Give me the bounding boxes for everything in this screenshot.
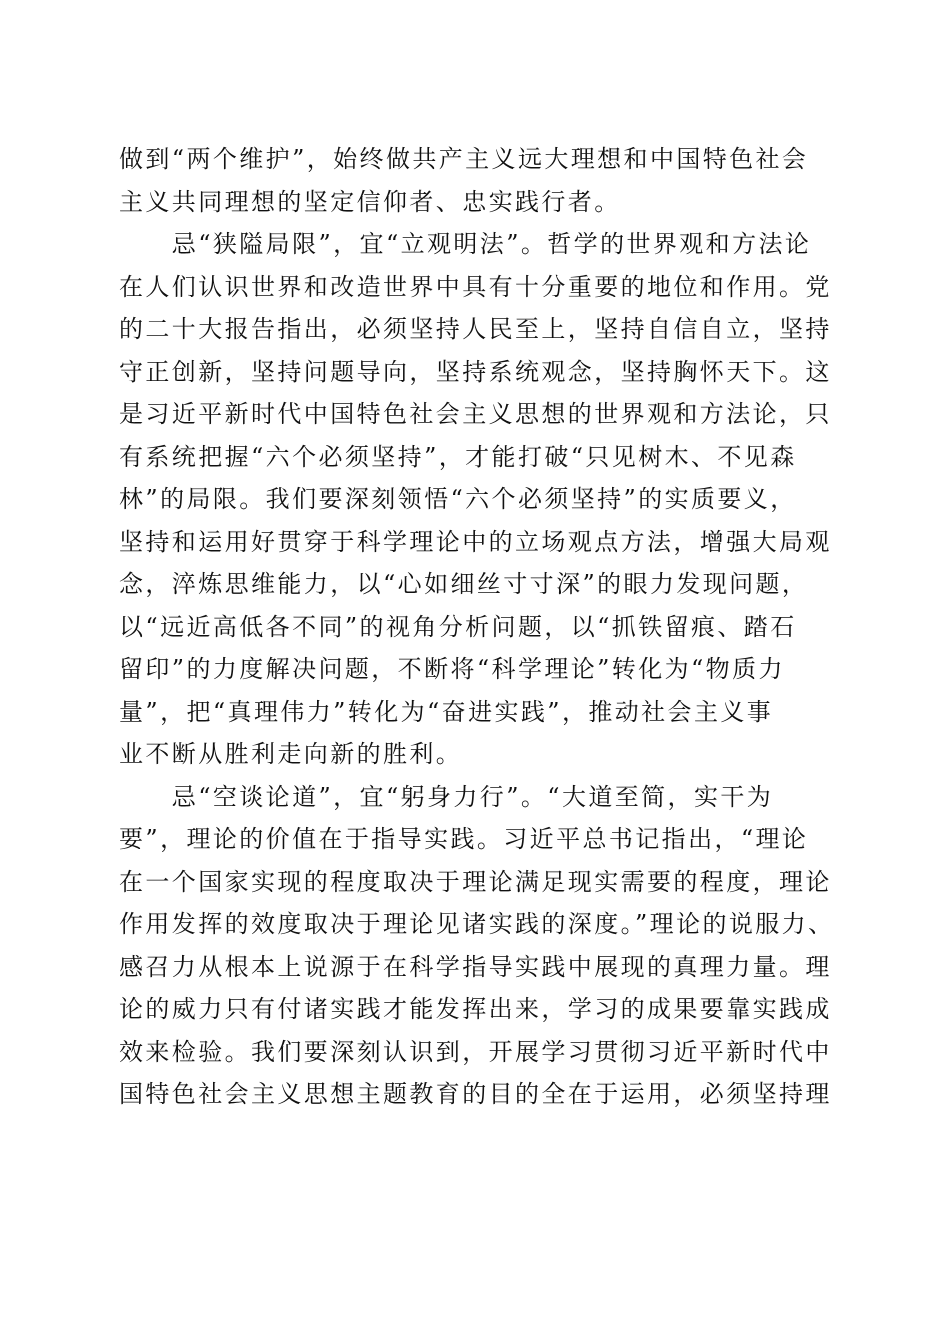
text-line: 忌“狭隘局限”，宜“立观明法”。哲学的世界观和方法论 [119,230,812,258]
text-line: 守正创新，坚持问题导向，坚持系统观念，坚持胸怀天下。这 [119,357,832,386]
text-line: 作用发挥的效度取决于理论见诸实践的深度。”理论的说服力、 [119,910,835,938]
text-line: 林”的局限。我们要深刻领悟“六个必须坚持”的实质要义， [119,485,797,513]
text-line: 在一个国家实现的程度取决于理论满足现实需要的程度，理论 [119,867,832,896]
text-line: 坚持和运用好贯穿于科学理论中的立场观点方法，增强大局观 [119,527,832,556]
text-line: 感召力从根本上说源于在科学指导实践中展现的真理力量。理 [119,952,832,981]
text-line: 念，淬炼思维能力，以“心如细丝寸寸深”的眼力发现问题， [119,570,809,598]
text-line: 量”，把“真理伟力”转化为“奋进实践”，推动社会主义事 [119,697,774,726]
text-line: 是习近平新时代中国特色社会主义思想的世界观和方法论，只 [119,400,832,428]
text-line: 做到“两个维护”，始终做共产主义远大理想和中国特色社会 [119,145,809,173]
text-line: 要”，理论的价值在于指导实践。习近平总书记指出，“理论 [119,825,809,853]
text-line: 主义共同理想的坚定信仰者、忠实践行者。 [119,187,621,216]
text-line: 的二十大报告指出，必须坚持人民至上，坚持自信自立，坚持 [119,315,832,343]
text-line: 论的威力只有付诸实践才能发挥出来，学习的成果要靠实践成 [119,995,832,1023]
text-line: 忌“空谈论道”，宜“躬身力行”。“大道至简，实干为 [119,782,774,811]
text-line: 以“远近高低各不同”的视角分析问题，以“抓铁留痕、踏石 [119,612,797,641]
text-line: 有系统把握“六个必须坚持”，才能打破“只见树木、不见森 [119,442,797,471]
text-line: 在人们认识世界和改造世界中具有十分重要的地位和作用。党 [119,272,832,301]
text-line: 业不断从胜利走向新的胜利。 [119,740,463,768]
text-line: 国特色社会主义思想主题教育的目的全在于运用，必须坚持理 [119,1080,832,1108]
body-text [119,138,833,1116]
text-line: 留印”的力度解决问题，不断将“科学理论”转化为“物质力 [119,655,785,683]
text-line: 效来检验。我们要深刻认识到，开展学习贯彻习近平新时代中 [119,1037,832,1066]
